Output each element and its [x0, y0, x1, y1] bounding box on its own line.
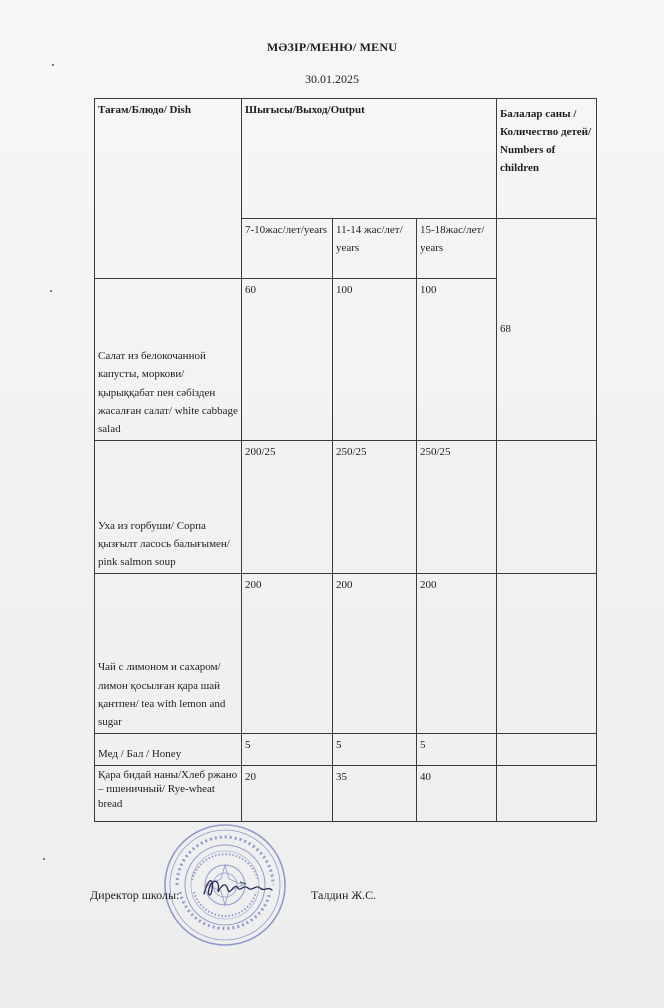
output-value: 20 — [242, 766, 333, 822]
director-label: Директор школы: — [90, 888, 180, 902]
output-value: 200 — [333, 574, 417, 734]
director-signature — [200, 872, 276, 902]
children-cell-empty — [497, 766, 597, 822]
output-value: 200/25 — [242, 441, 333, 574]
table-row — [95, 441, 597, 574]
children-count: 68 — [497, 219, 597, 441]
output-value: 250/25 — [333, 441, 417, 574]
output-value: 35 — [333, 766, 417, 822]
dish-name: Салат из белокочанной капусты, моркови/ қырыққабат пен сәбізден жасалған салат/ white cabbage salad — [95, 279, 242, 441]
director-name: Талдин Ж.С. — [311, 888, 377, 902]
scan-speck — [52, 64, 54, 66]
menu-title: МӘЗІР/МЕНЮ/ MENU — [266, 40, 398, 54]
output-value: 250/25 — [417, 441, 497, 574]
dish-name: Мед / Бал / Honey — [95, 734, 242, 766]
dish-name: Қара бидай наны/Хлеб ржано – пшеничный/ Rye-wheat bread — [95, 766, 242, 822]
menu-date: 30.01.2025 — [305, 72, 359, 86]
output-value: 60 — [242, 279, 333, 441]
table-row — [95, 574, 597, 734]
output-value: 100 — [333, 279, 417, 441]
output-value: 100 — [417, 279, 497, 441]
output-value: 40 — [417, 766, 497, 822]
age-group-11-14: 11-14 жас/лет/ years — [333, 219, 417, 279]
output-value: 5 — [242, 734, 333, 766]
header-output: Шығысы/Выход/Output — [242, 99, 497, 219]
header-children: Балалар саны /Количество детей/ Numbers of children — [497, 99, 597, 219]
table-row — [95, 734, 597, 766]
age-group-7-10: 7-10жас/лет/years — [242, 219, 333, 279]
scan-speck — [43, 858, 45, 860]
table-header-row — [95, 99, 597, 219]
output-value: 200 — [417, 574, 497, 734]
children-cell-empty — [497, 441, 597, 574]
menu-table — [94, 98, 597, 822]
children-cell-empty — [497, 734, 597, 766]
children-cell-empty — [497, 574, 597, 734]
output-value: 5 — [417, 734, 497, 766]
scan-speck — [50, 290, 52, 292]
age-group-15-18: 15-18жас/лет/ years — [417, 219, 497, 279]
table-row — [95, 766, 597, 822]
header-dish: Тағам/Блюдо/ Dish — [95, 99, 242, 279]
output-value: 200 — [242, 574, 333, 734]
output-value: 5 — [333, 734, 417, 766]
dish-name: Чай с лимоном и сахаром/ лимон қосылған қара шай қантпен/ tea with lemon and sugar — [95, 574, 242, 734]
dish-name: Уха из горбуши/ Сорпа қызғылт ласось балығымен/ pink salmon soup — [95, 441, 242, 574]
